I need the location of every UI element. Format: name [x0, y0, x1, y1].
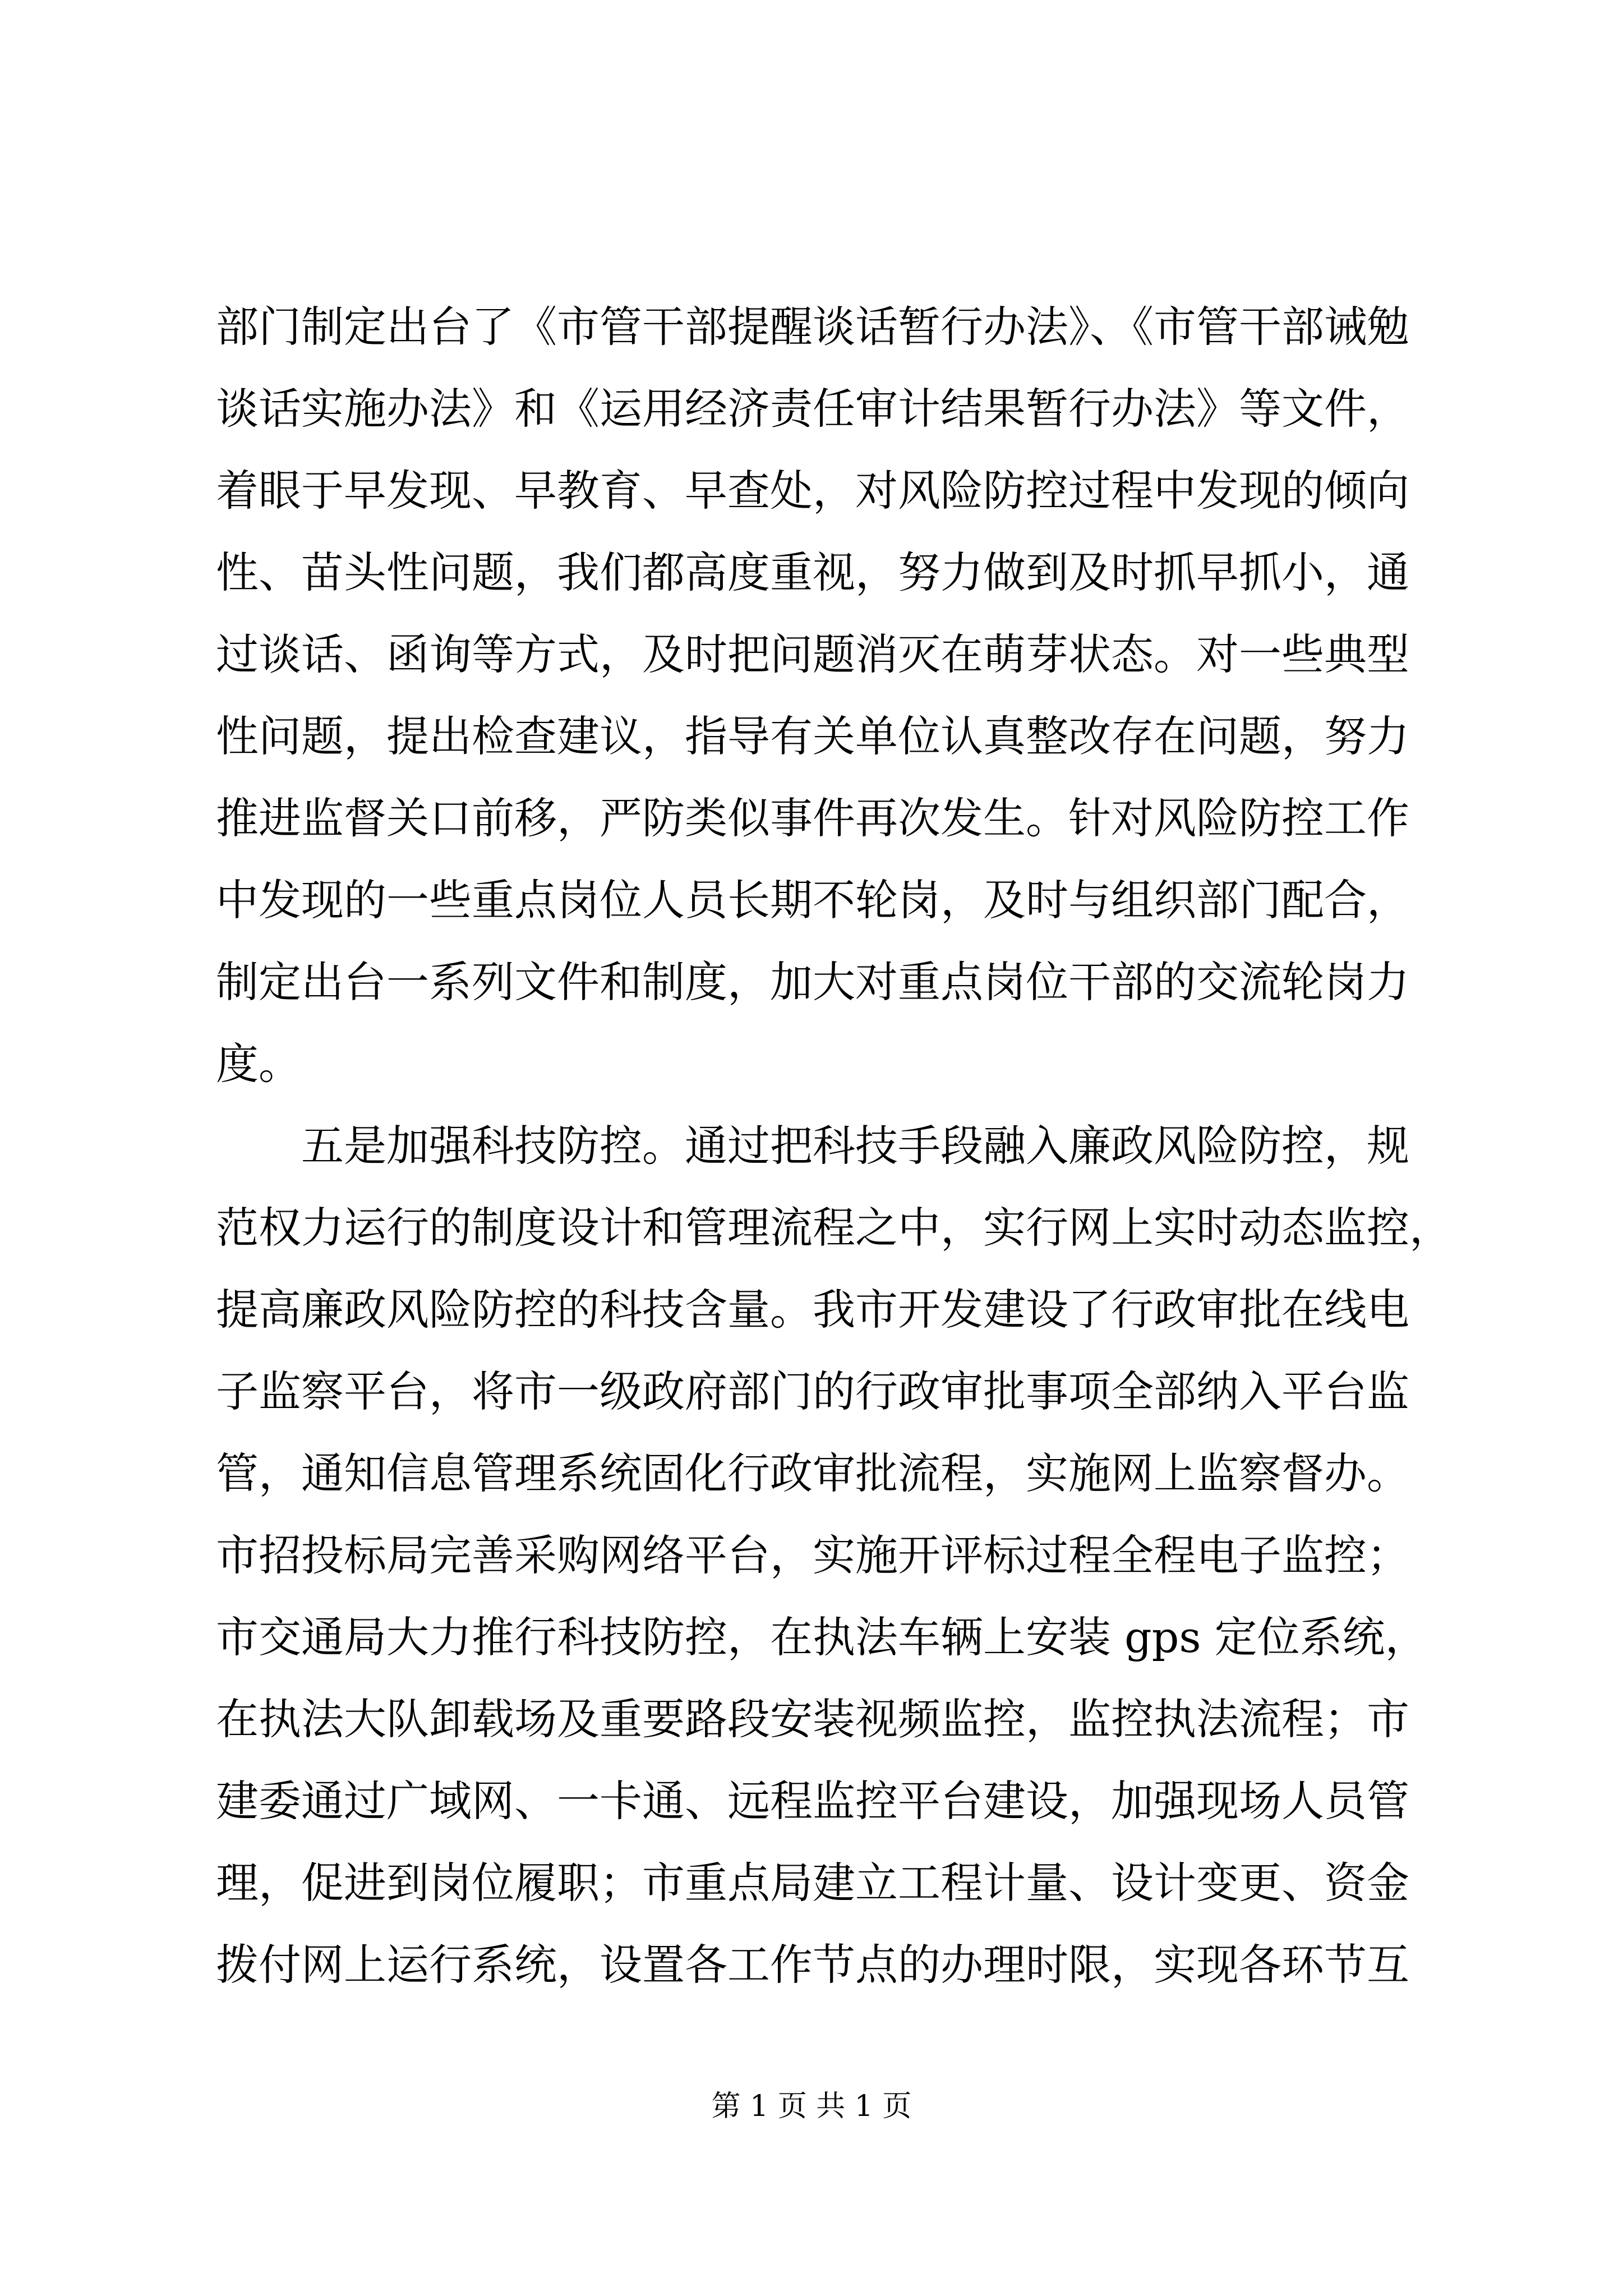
text-line: 性问题，提出检查建议，指导有关单位认真整改存在问题，努力: [216, 711, 1409, 761]
text-line: 谈话实施办法》和《运用经济责任审计结果暂行办法》等文件，: [216, 384, 1409, 434]
text-line: 提高廉政风险防控的科技含量。我市开发建设了行政审批在线电: [216, 1285, 1409, 1335]
text-line: 拨付网上运行系统，设置各工作节点的办理时限，实现各环节互: [216, 1940, 1409, 1990]
text-line: 着眼于早发现、早教育、早查处，对风险防控过程中发现的倾向: [216, 466, 1409, 516]
text-line: 范权力运行的制度设计和管理流程之中，实行网上实时动态监控，: [216, 1203, 1452, 1253]
text-line: 管，通知信息管理系统固化行政审批流程，实施网上监察督办。: [216, 1448, 1409, 1498]
text-line: 市交通局大力推行科技防控，在执法车辆上安装 gps 定位系统，: [216, 1612, 1428, 1662]
text-line: 过谈话、函询等方式，及时把问题消灭在萌芽状态。对一些典型: [216, 629, 1409, 679]
text-line: 性、苗头性问题，我们都高度重视，努力做到及时抓早抓小，通: [216, 547, 1409, 597]
text-line: 理，促进到岗位履职；市重点局建立工程计量、设计变更、资金: [216, 1858, 1409, 1908]
text-line: 子监察平台，将市一级政府部门的行政审批事项全部纳入平台监: [216, 1366, 1409, 1416]
paragraph-first-line: 五是加强科技防控。通过把科技手段融入廉政风险防控，规: [301, 1121, 1409, 1171]
text-line: 部门制定出台了《市管干部提醒谈话暂行办法》、《市管干部诫勉: [216, 302, 1409, 352]
text-line: 制定出台一系列文件和制度，加大对重点岗位干部的交流轮岗力: [216, 957, 1409, 1007]
body-text: [216, 286, 1452, 2006]
text-line: 度。: [216, 1039, 301, 1089]
text-line: 建委通过广域网、一卡通、远程监控平台建设，加强现场人员管: [216, 1776, 1409, 1826]
text-line: 推进监督关口前移，严防类似事件再次发生。针对风险防控工作: [216, 793, 1409, 843]
text-line: 中发现的一些重点岗位人员长期不轮岗，及时与组织部门配合，: [216, 875, 1409, 925]
page-footer: 第 1 页 共 1 页: [711, 2090, 912, 2123]
text-line: 在执法大队卸载场及重要路段安装视频监控，监控执法流程；市: [216, 1694, 1409, 1744]
text-line: 市招投标局完善采购网络平台，实施开评标过程全程电子监控；: [216, 1530, 1409, 1580]
